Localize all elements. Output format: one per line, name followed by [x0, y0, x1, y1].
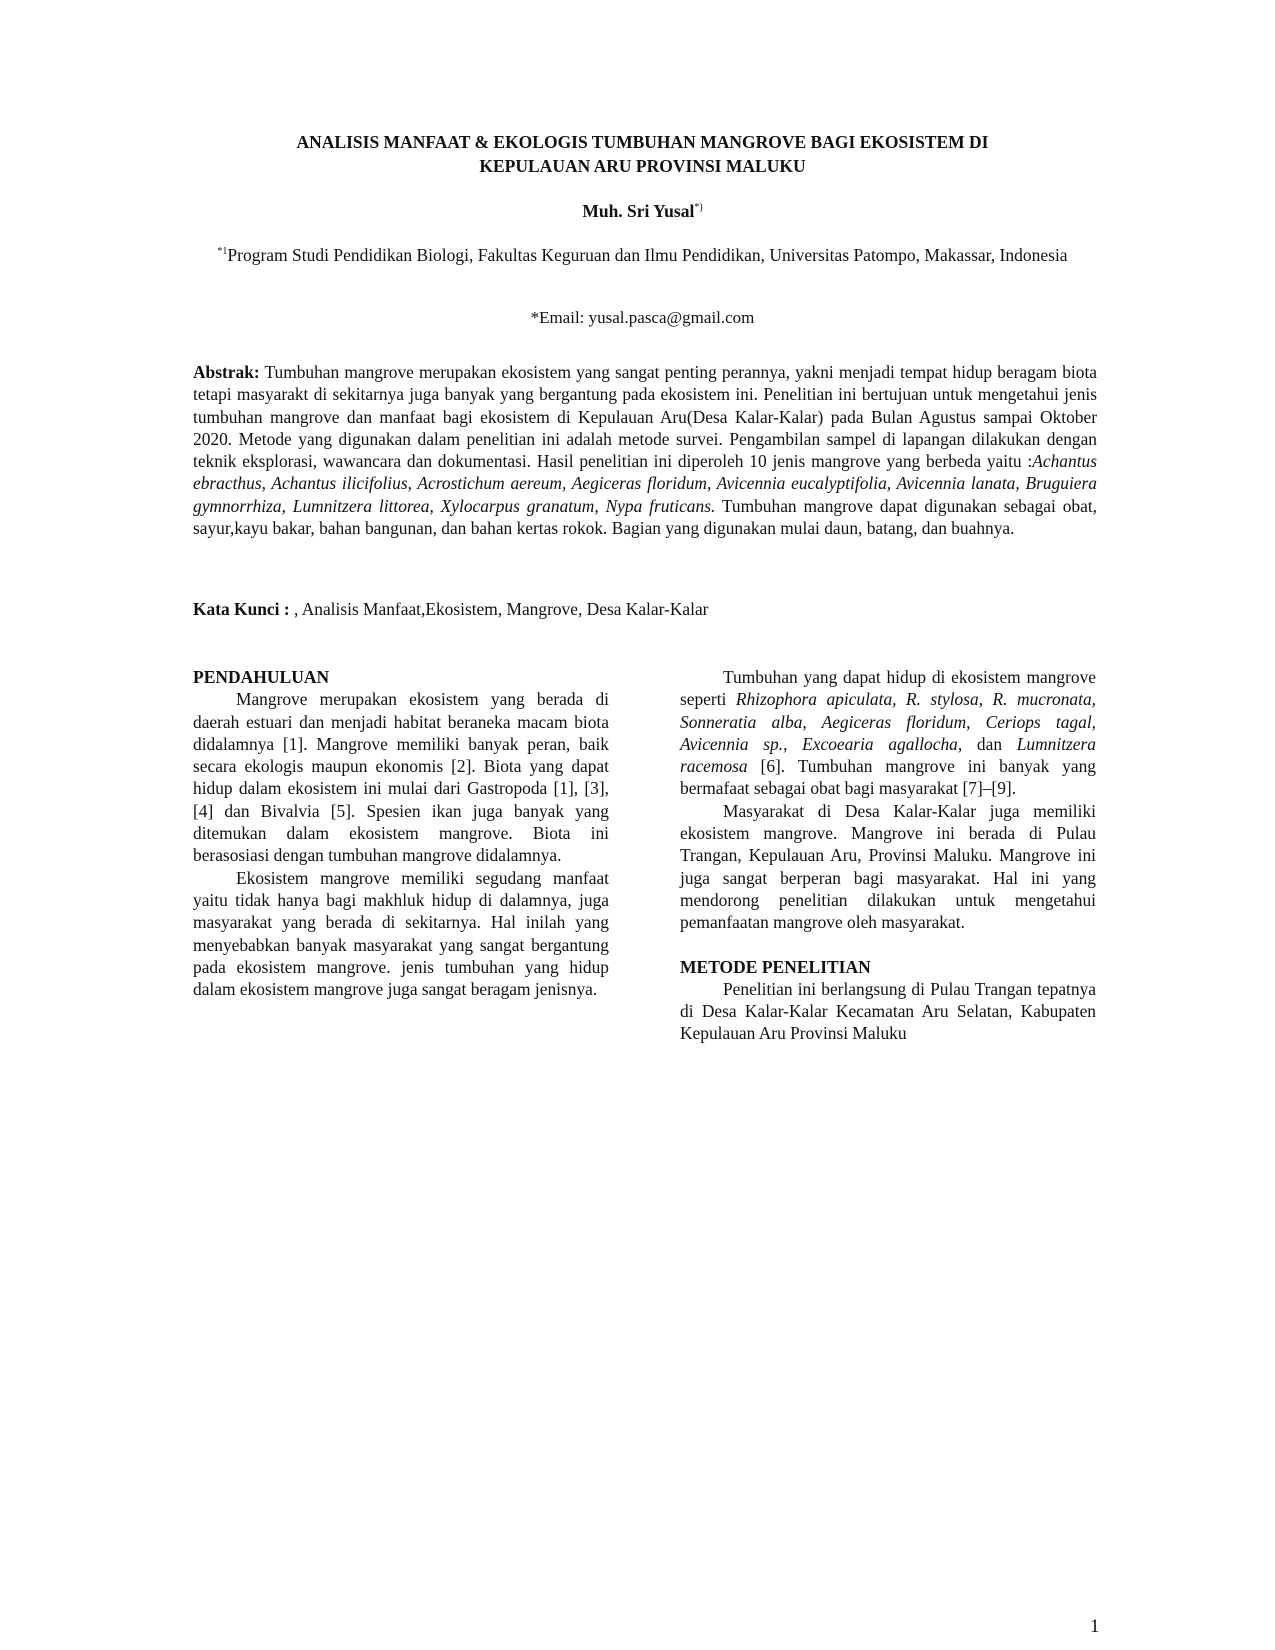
title-line-1: ANALISIS MANFAAT & EKOLOGIS TUMBUHAN MANGROVE BAGI EKOSISTEM DI	[296, 132, 989, 152]
section-heading-methods: METODE PENELITIAN	[680, 956, 871, 977]
section-gap	[680, 934, 1096, 956]
abstract-species: Achantus ebracthus, Achantus ilicifolius, Acrostichum aereum, Aegiceras floridum, Avicennia eucalyptifolia, Avicennia lanata, Bruguiera gymnorrhiza, Lumnitzera littorea, Xylocarpus granatum, Nypa fruticans.	[193, 451, 1097, 516]
intro-p3-text-b: dan	[962, 733, 1017, 754]
intro-p3-text-c: [6]. Tumbuhan mangrove ini banyak yang bermafaat sebagai obat bagi masyarakat [7]–[9].	[680, 756, 1096, 799]
intro-paragraph-3	[680, 666, 1096, 800]
abstract-text-2: Tumbuhan mangrove dapat digunakan sebagai obat, sayur,kayu bakar, bahan bangunan, dan bahan kertas rokok. Bagian yang digunakan mulai daun, batang, dan buahnya.	[193, 495, 1097, 539]
author-name: Muh. Sri Yusal	[582, 201, 695, 221]
intro-paragraph-1: Mangrove merupakan ekosistem yang berada di daerah estuari dan menjadi habitat beraneka macam biota didalamnya [1]. Mangrove memiliki banyak peran, baik secara ekologis maupun ekonomis [2]. Biota yang dapat hidup dalam ekosistem ini mulai dari Gastropoda [1], [3], [4] dan Bivalvia [5]. Spesien ikan juga banyak yang ditemukan dalam ekosistem mangrove. Biota ini berasosiasi dengan tumbuhan mangrove didalamnya.	[193, 689, 609, 866]
keywords	[193, 597, 1097, 621]
intro-p3-species: Rhizophora apiculata, R. stylosa, R. mucronata, Sonneratia alba, Aegiceras floridum, Ceriops tagal, Avicennia sp., Excoearia agallocha,	[680, 689, 1097, 754]
affiliation	[190, 240, 1095, 267]
keywords-label: Kata Kunci :	[193, 599, 290, 619]
intro-paragraph-2: Ekosistem mangrove memiliki segudang manfaat yaitu tidak hanya bagi makhluk hidup di dalamnya, juga masyarakat yang berada di sekitarnya. Hal inilah yang menyebabkan banyak masyarakat yang sangat bergantung pada ekosistem mangrove. jenis tumbuhan yang hidup dalam ekosistem mangrove juga sangat beragam jenisnya.	[193, 867, 609, 1000]
intro-p3-species-2: Lumnitzera racemosa	[680, 733, 1096, 777]
column-right	[680, 666, 1096, 1045]
author-line	[190, 196, 1095, 223]
author-email: *Email: yusal.pasca@gmail.com	[530, 308, 755, 327]
section-heading-introduction: PENDAHULUAN	[193, 667, 330, 687]
affiliation-mark: *1	[217, 246, 228, 257]
title-line-2: KEPULAUAN ARU PROVINSI MALUKU	[479, 156, 806, 176]
paper-title	[190, 130, 1095, 178]
intro-paragraph-4: Masyarakat di Desa Kalar-Kalar juga memiliki ekosistem mangrove. Mangrove ini berada di Pulau Trangan, Kepulauan Aru, Provinsi Maluku. Mangrove ini juga sangat berperan bagi masyarakat. Hal ini yang mendorong penelitian dilakukan untuk mengetahui pemanfaatan mangrove oleh masyarakat.	[680, 800, 1096, 933]
page-number: 1	[1090, 1616, 1100, 1637]
abstract-label: Abstrak:	[193, 362, 260, 382]
column-left	[193, 666, 609, 1000]
abstract-text-1: Tumbuhan mangrove merupakan ekosistem yang sangat penting perannya, yakni menjadi tempat hidup beragam biota tetapi masyarakt di sekitarnya juga banyak yang bergantung pada ekosistem ini. Penelitian ini bertujuan untuk mengetahui jenis tumbuhan mangrove dan manfaat bagi ekosistem di Kepulauan Aru(Desa Kalar-Kalar) pada Bulan Agustus sampai Oktober 2020. Metode yang digunakan dalam penelitian ini adalah metode survei. Pengambilan sampel di lapangan dilakukan dengan teknik eksplorasi, wawancara dan dokumentasi. Hasil penelitian ini diperoleh 10 jenis mangrove yang berbeda yaitu :	[193, 362, 1097, 472]
intro-p3-text-a: Tumbuhan yang dapat hidup di ekosistem mangrove seperti	[680, 667, 1096, 710]
affiliation-text: Program Studi Pendidikan Biologi, Fakultas Keguruan dan Ilmu Pendidikan, Universitas Patompo, Makassar, Indonesia	[227, 245, 1068, 265]
keywords-text: , Analisis Manfaat,Ekosistem, Mangrove, Desa Kalar-Kalar	[289, 599, 709, 619]
abstract	[193, 361, 1097, 539]
author-mark: *)	[694, 202, 703, 213]
methods-paragraph-1: Penelitian ini berlangsung di Pulau Trangan tepatnya di Desa Kalar-Kalar Kecamatan Aru Selatan, Kabupaten Kepulauan Aru Provinsi Maluku	[680, 978, 1096, 1044]
